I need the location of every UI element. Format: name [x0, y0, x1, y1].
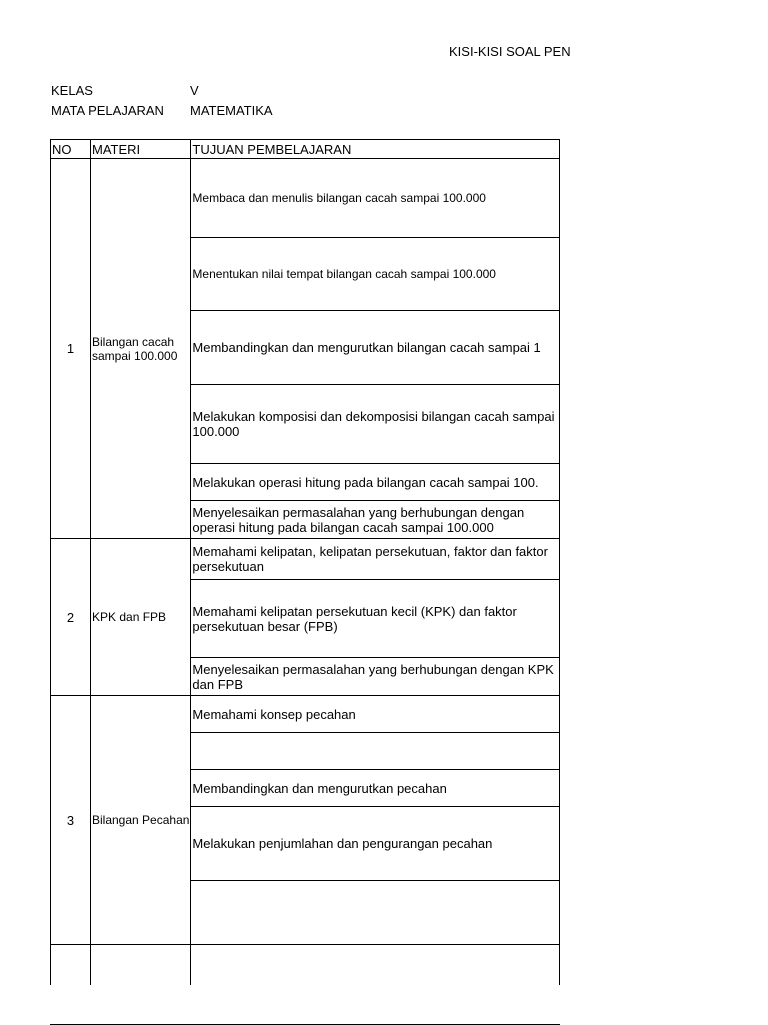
kelas-value: V — [190, 83, 199, 98]
row-number: 1 — [51, 159, 91, 539]
table-row — [51, 159, 560, 238]
tujuan-cell: Memahami kelipatan persekutuan kecil (KPK) dan faktor persekutuan besar (FPB) — [191, 580, 560, 658]
column-header-no: NO — [51, 140, 91, 159]
row-number: 2 — [51, 539, 91, 696]
tujuan-cell — [191, 733, 560, 770]
tujuan-cell: Melakukan penjumlahan dan pengurangan pecahan — [191, 807, 560, 881]
table-row — [51, 539, 560, 580]
document-title: KISI-KISI SOAL PEN — [449, 44, 571, 59]
tujuan-cell: Melakukan komposisi dan dekomposisi bilangan cacah sampai 100.000 — [191, 385, 560, 464]
page-bottom-margin — [0, 985, 768, 1024]
mapel-value: MATEMATIKA — [190, 103, 273, 118]
tujuan-cell: Menyelesaikan permasalahan yang berhubungan dengan operasi hitung pada bilangan cacah sampai 100.000 — [191, 501, 560, 539]
tujuan-cell — [191, 881, 560, 945]
materi-cell: KPK dan FPB — [91, 539, 191, 696]
kelas-label: KELAS — [51, 83, 93, 98]
tujuan-cell: Menentukan nilai tempat bilangan cacah sampai 100.000 — [191, 238, 560, 311]
tujuan-cell: Membandingkan dan mengurutkan pecahan — [191, 770, 560, 807]
row-number: 3 — [51, 696, 91, 945]
kisi-kisi-table — [50, 139, 560, 1025]
mapel-label: MATA PELAJARAN — [51, 103, 164, 118]
tujuan-cell: Memahami konsep pecahan — [191, 696, 560, 733]
tujuan-cell: Menyelesaikan permasalahan yang berhubungan dengan KPK dan FPB — [191, 658, 560, 696]
column-header-tujuan: TUJUAN PEMBELAJARAN — [191, 140, 560, 159]
column-header-materi: MATERI — [91, 140, 191, 159]
tujuan-cell: Membaca dan menulis bilangan cacah sampai 100.000 — [191, 159, 560, 238]
tujuan-cell: Melakukan operasi hitung pada bilangan cacah sampai 100. — [191, 464, 560, 501]
tujuan-cell: Membandingkan dan mengurutkan bilangan cacah sampai 1 — [191, 311, 560, 385]
table-header-row — [51, 140, 560, 159]
table-row — [51, 696, 560, 733]
materi-cell: Bilangan Pecahan — [91, 696, 191, 945]
tujuan-cell: Memahami kelipatan, kelipatan persekutuan, faktor dan faktor persekutuan — [191, 539, 560, 580]
materi-cell: Bilangan cacah sampai 100.000 — [91, 159, 191, 539]
